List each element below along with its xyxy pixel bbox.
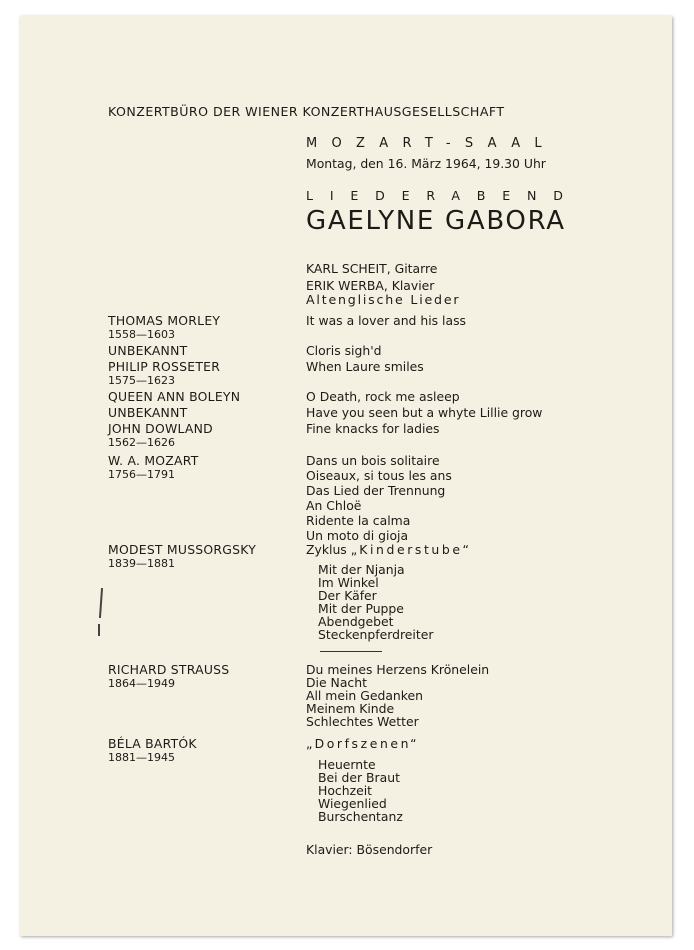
cycle-name: „Dorfszenen“ (306, 736, 420, 751)
composer-dates: 1864—1949 (108, 677, 175, 690)
song-title: Hochzeit (318, 783, 372, 798)
composer-name: QUEEN ANN BOLEYN (108, 389, 241, 404)
song-title: Meinem Kinde (306, 701, 395, 716)
song-title: Abendgebet (318, 614, 394, 629)
composer-dates: 1562—1626 (108, 436, 175, 449)
cycle-title (306, 542, 472, 557)
separator-line (320, 651, 382, 652)
song-title: Das Lied der Trennung (306, 483, 446, 498)
composer-dates: 1881—1945 (108, 751, 175, 764)
genre-heading: LIEDERABEND (306, 188, 580, 203)
song-title: Burschentanz (318, 809, 403, 824)
song-title: All mein Gedanken (306, 688, 423, 703)
concert-date: Montag, den 16. März 1964, 19.30 Uhr (306, 156, 546, 171)
song-title: Im Winkel (318, 575, 379, 590)
song-title: Der Käfer (318, 588, 377, 603)
composer-name: MODEST MUSSORGSKY (108, 542, 257, 557)
organizer-heading: KONZERTBÜRO DER WIENER KONZERTHAUSGESELLSCHAFT (108, 104, 505, 119)
singer-name: GAELYNE GABORA (306, 206, 566, 236)
concert-program-sheet (20, 16, 672, 936)
song-title: Mit der Puppe (318, 601, 404, 616)
composer-name: JOHN DOWLAND (108, 421, 213, 436)
section-title: Altenglische Lieder (306, 292, 461, 307)
composer-name: RICHARD STRAUSS (108, 662, 230, 677)
composer-name: THOMAS MORLEY (108, 313, 221, 328)
composer-dates: 1839—1881 (108, 557, 175, 570)
song-title: Un moto di gioja (306, 528, 409, 543)
composer-dates: 1558—1603 (108, 328, 175, 341)
pencil-mark (98, 624, 100, 636)
composer-name: BÉLA BARTÓK (108, 736, 197, 751)
song-title: O Death, rock me asleep (306, 389, 460, 404)
song-title: Die Nacht (306, 675, 367, 690)
song-title: Have you seen but a whyte Lillie grow (306, 405, 543, 420)
song-title: Fine knacks for ladies (306, 421, 440, 436)
song-title: It was a lover and his lass (306, 313, 467, 328)
piano-brand-note: Klavier: Bösendorfer (306, 842, 433, 857)
song-title: Steckenpferdreiter (318, 627, 434, 642)
song-title: When Laure smiles (306, 359, 424, 374)
composer-name: PHILIP ROSSETER (108, 359, 221, 374)
composer-dates: 1756—1791 (108, 468, 175, 481)
composer-name: UNBEKANNT (108, 405, 188, 420)
pencil-mark (99, 588, 103, 618)
cycle-name: „Kinderstube“ (350, 542, 472, 557)
composer-dates: 1575—1623 (108, 374, 175, 387)
song-title: Du meines Herzens Krönelein (306, 662, 490, 677)
song-title: Cloris sigh'd (306, 343, 382, 358)
song-title: Schlechtes Wetter (306, 714, 419, 729)
composer-name: W. A. MOZART (108, 453, 199, 468)
song-title: Oiseaux, si tous les ans (306, 468, 452, 483)
song-title: Bei der Braut (318, 770, 400, 785)
song-title: Wiegenlied (318, 796, 387, 811)
song-title: Heuernte (318, 757, 376, 772)
cycle-prefix: Zyklus (306, 542, 347, 557)
performer-guitar: KARL SCHEIT, Gitarre (306, 261, 438, 276)
song-title: Mit der Njanja (318, 562, 405, 577)
venue-heading: MOZART-SAAL (306, 136, 556, 151)
performer-piano: ERIK WERBA, Klavier (306, 278, 435, 293)
song-title: Dans un bois solitaire (306, 453, 440, 468)
composer-name: UNBEKANNT (108, 343, 188, 358)
song-title: Ridente la calma (306, 513, 411, 528)
song-title: An Chloë (306, 498, 362, 513)
